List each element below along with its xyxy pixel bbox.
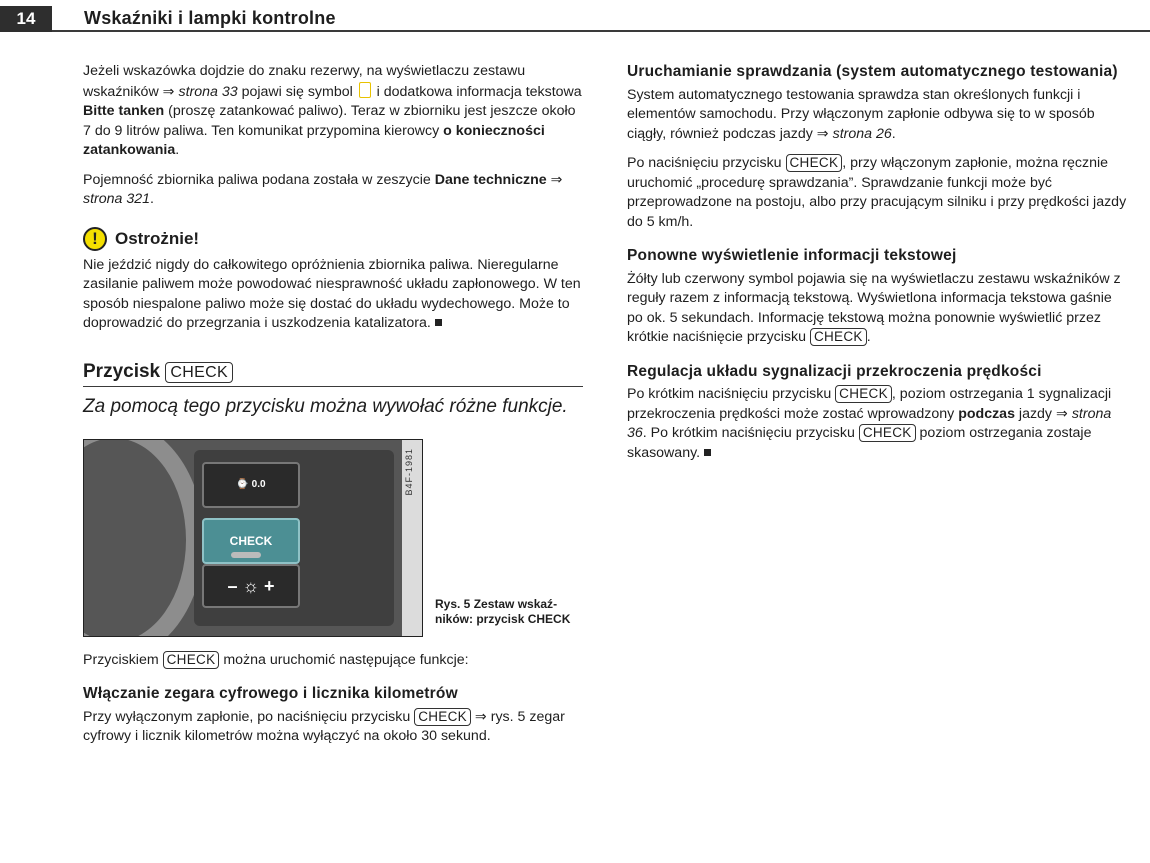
subsection-title-selftest: Uruchamianie sprawdzania (system automatycznego testowania) xyxy=(627,63,1118,80)
page-reference: strona 321 xyxy=(83,191,151,207)
functions-intro: Przyciskiem CHECK można uruchomić następujące funkcje: xyxy=(83,651,469,668)
left-column xyxy=(83,62,583,757)
button-slot xyxy=(231,552,261,558)
trip-reset-button-illustration: ⌚ 0.0 xyxy=(202,462,300,508)
warning-title: Ostrożnie! xyxy=(115,228,200,248)
fuel-reserve-paragraph: Jeżeli wskazówka dojdzie do znaku rezerwy, na wyświetlaczu zestawu wskaźników ⇒ strona 33 pojawi się symbol i dodatkowa informacja tekstowa Bitte tanken (proszę zatankować paliwo). Teraz w zbiorniku jest jeszcze około 7 do 9 litrów paliwa. Ten komunikat przypomina kierowcy o konieczności zatankowania. xyxy=(83,63,582,158)
figure-caption: Rys. 5 Zestaw wskaźników: przycisk CHECK xyxy=(435,596,571,626)
page-reference: strona 26 xyxy=(832,125,892,142)
page-header xyxy=(0,0,1150,34)
selftest-paragraph-1: System automatycznego testowania sprawdza stan określonych funkcji i elementów samochodu. Przy włączonym zapłonie odbywa się to w sposób ciągły, również podczas jazdy ⇒ strona 26. xyxy=(627,86,1095,142)
chapter-title: Wskaźniki i lampki kontrolne xyxy=(84,8,336,28)
page-reference: strona 33 xyxy=(178,83,238,100)
redisplay-paragraph: Żółty lub czerwony symbol pojawia się na wyświetlaczu zestawu wskaźników z reguły razem z informacją tekstową. Wyświetlona informacja tekstowa gaśnie po ok. 5 sekundach. Informację tekstową można ponownie wyświetlić przez krótkie naciśnięcie przycisku CHECK . xyxy=(627,270,1121,345)
check-key-label: CHECK xyxy=(163,651,220,669)
check-key-label: CHECK xyxy=(810,328,867,346)
tank-capacity-paragraph: Pojemność zbiornika paliwa podana została w zeszycie Dane techniczne ⇒ strona 321. xyxy=(83,171,563,207)
dimmer-button-illustration: – ☼ + xyxy=(202,564,300,608)
subsection-title-speed-warning: Regulacja układu sygnalizacji przekroczenia prędkości xyxy=(627,362,1042,380)
end-mark xyxy=(435,319,442,326)
figure-code: B4F-1981 xyxy=(403,447,414,496)
warning-header xyxy=(83,224,583,254)
check-key-label: CHECK xyxy=(414,708,471,726)
page-reference: strona 36 xyxy=(627,405,1112,441)
check-button-illustration: CHECK xyxy=(202,518,300,564)
selftest-paragraph-2: Po naciśnięciu przycisku CHECK , przy włączonym zapłonie, można ręcznie uruchomić „procedurę sprawdzania”. Sprawdzanie funkcji może być przeprowadzone na postoju, albo przy pracującym silniku i przy prędkości jazdy do 5 km/h. xyxy=(627,155,1127,230)
right-column xyxy=(627,62,1127,473)
warning-text: Nie jeździć nigdy do całkowitego opróżnienia zbiornika paliwa. Nieregularne zasilanie paliwem może powodować niesprawność układu zapłonowego. W ten sposób niespalone paliwo może się dostać do układu wydechowego. Może to doprowadzić do przegrzania i uszkodzenia katalizatora. xyxy=(83,256,581,331)
instrument-cluster-figure xyxy=(83,439,423,637)
subsection-title-clock: Włączanie zegara cyfrowego i licznika kilometrów xyxy=(83,685,458,702)
header-rule xyxy=(52,30,1150,32)
subsection-title-redisplay: Ponowne wyświetlenie informacji tekstowej xyxy=(627,247,957,264)
end-mark xyxy=(704,449,711,456)
speed-warning-paragraph: Po krótkim naciśnięciu przycisku CHECK , poziom ostrzegania 1 sygnalizacji przekroczenia prędkości może zostać wprowadzony podczas jazdy ⇒ strona 36. Po krótkim naciśnięciu przycisku CHECK poziom ostrzegania zostaje skasowany. xyxy=(627,386,1112,461)
section-title: Przycisk CHECK xyxy=(83,362,583,387)
page-number: 14 xyxy=(0,6,52,32)
check-key-label: CHECK xyxy=(835,385,892,403)
figure-row xyxy=(83,439,583,639)
section-subtitle: Za pomocą tego przycisku można wywołać różne funkcje. xyxy=(83,395,568,417)
gauge-rim xyxy=(83,439,204,637)
check-key-label: CHECK xyxy=(165,362,233,383)
fuel-pump-icon xyxy=(359,82,371,98)
check-key-label: CHECK xyxy=(786,154,843,172)
clock-paragraph: Przy wyłączonym zapłonie, po naciśnięciu przycisku CHECK ⇒ rys. 5 zegar cyfrowy i licznik kilometrów można wyłączyć na około 30 sekund. xyxy=(83,708,565,744)
warning-icon: ! xyxy=(83,227,107,251)
check-key-label: CHECK xyxy=(859,424,916,442)
